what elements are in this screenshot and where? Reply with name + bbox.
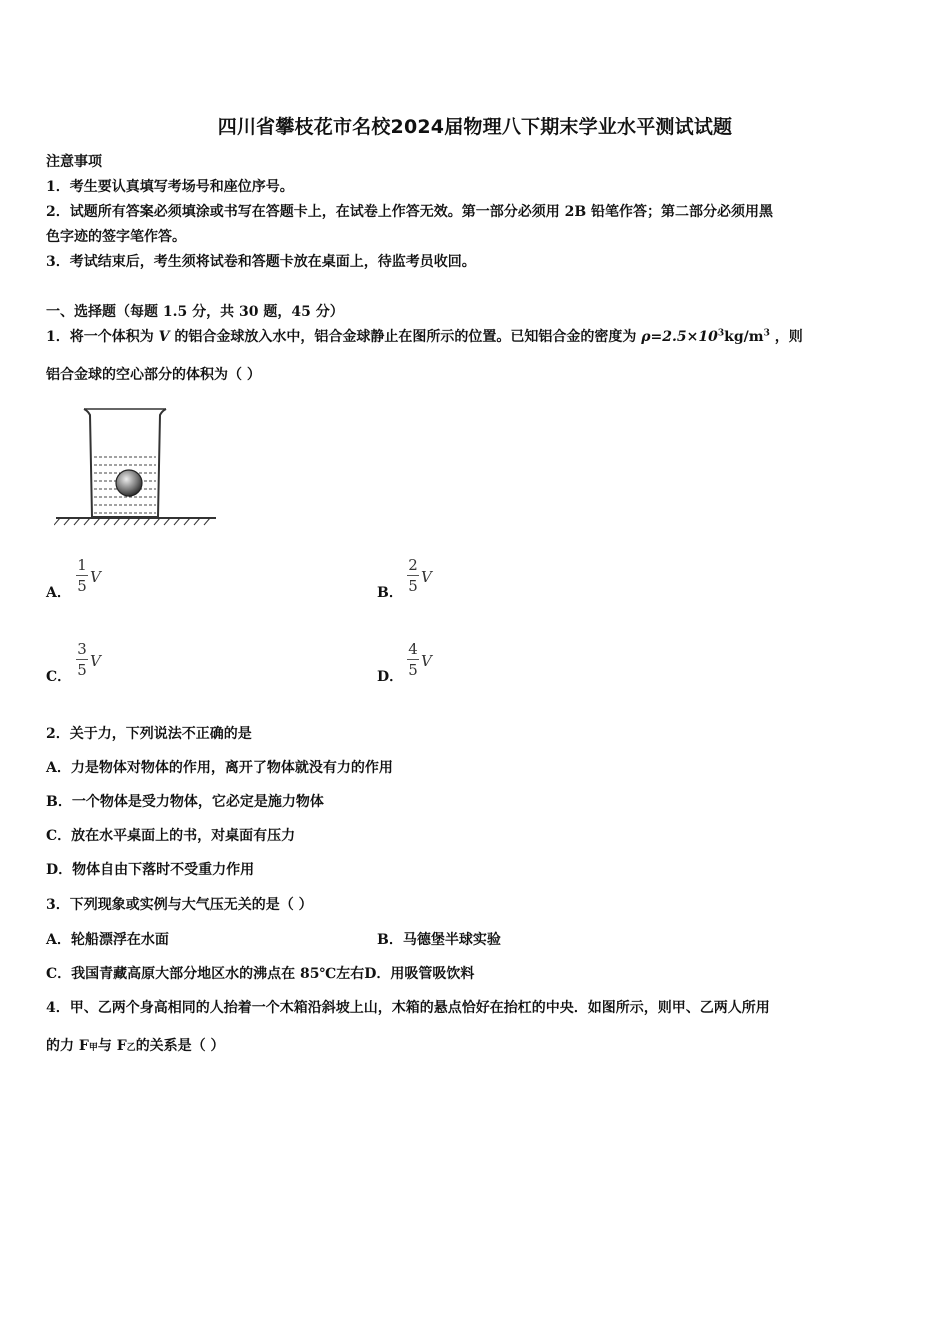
q4-text-c: 的关系是（ ） <box>135 1038 225 1054</box>
q4-stem-line1: 4．甲、乙两个身高相同的人抬着一个木箱沿斜坡上山，木箱的悬点恰好在抬杠的中央．如图所示，则甲、乙两人所用 <box>46 1000 770 1016</box>
q1-text-c: ，则 <box>774 329 803 345</box>
q1-option-b-fraction <box>407 556 419 595</box>
frac-num: 2 <box>408 556 418 574</box>
q1-stem-line2: 铝合金球的空心部分的体积为（ ） <box>46 367 261 383</box>
q2-option-b: B．一个物体是受力物体，它必定是施力物体 <box>46 794 324 810</box>
q4-sub-yi: 乙 <box>126 1043 136 1053</box>
q1-option-d-label: D． <box>377 669 404 685</box>
q1-stem-line1 <box>46 327 803 347</box>
q2-option-c: C．放在水平桌面上的书，对桌面有压力 <box>46 828 296 844</box>
notice-item-2-cont: 色字迹的签字笔作答。 <box>46 229 186 245</box>
page-title: 四川省攀枝花市名校2024届物理八下期末学业水平测试试题 <box>217 116 733 138</box>
q1-option-d-var: V <box>421 652 432 670</box>
q4-sub-jia: 甲 <box>88 1043 98 1053</box>
frac-num: 4 <box>408 640 418 658</box>
frac-bar <box>76 575 88 576</box>
q1-rho: ρ=2.5×10 <box>641 329 718 345</box>
frac-den: 5 <box>77 577 87 595</box>
notice-item-3: 3．考试结束后，考生须将试卷和答题卡放在桌面上，待监考员收回。 <box>46 254 476 270</box>
frac-bar <box>76 659 88 660</box>
q1-option-b-var: V <box>421 568 432 586</box>
frac-bar <box>407 659 419 660</box>
frac-den: 5 <box>408 661 418 679</box>
frac-bar <box>407 575 419 576</box>
frac-den: 5 <box>408 577 418 595</box>
q3-option-a: A．轮船漂浮在水面 <box>46 932 169 948</box>
q1-option-c-label: C． <box>46 669 72 685</box>
q1-unit-exp: 3 <box>763 328 770 339</box>
q4-text-b: 与 F <box>97 1038 127 1054</box>
q1-option-d-fraction <box>407 640 419 679</box>
q3-option-b: B．马德堡半球实验 <box>377 932 501 948</box>
section-heading: 一、选择题（每题 1.5 分，共 30 题，45 分） <box>46 304 344 320</box>
q4-stem-line2 <box>46 1036 225 1058</box>
notice-heading: 注意事项 <box>46 154 102 170</box>
q1-text-b: 的铝合金球放入水中，铝合金球静止在图所示的位置。已知铝合金的密度为 <box>174 329 637 345</box>
q1-text-a: 1．将一个体积为 <box>46 329 154 345</box>
q2-option-a: A．力是物体对物体的作用，离开了物体就没有力的作用 <box>46 760 393 776</box>
q1-option-a-fraction <box>76 556 88 595</box>
beaker-figure <box>54 405 218 527</box>
q1-var-v: V <box>158 329 170 345</box>
q1-option-b-label: B． <box>377 585 403 601</box>
frac-num: 3 <box>77 640 87 658</box>
q1-option-a-label: A． <box>46 585 71 601</box>
notice-item-2: 2．试题所有答案必须填涂或书写在答题卡上，在试卷上作答无效。第一部分必须用 2B 铅笔作答；第二部分必须用黑 <box>46 204 774 220</box>
frac-den: 5 <box>77 661 87 679</box>
q1-option-a-var: V <box>90 568 101 586</box>
q1-unit: kg/m <box>724 329 764 345</box>
notice-item-1: 1．考生要认真填写考场号和座位序号。 <box>46 179 294 195</box>
q4-text-a: 的力 F <box>46 1038 89 1054</box>
q1-option-c-fraction <box>76 640 88 679</box>
q1-option-c-var: V <box>90 652 101 670</box>
q3-stem: 3．下列现象或实例与大气压无关的是（ ） <box>46 897 313 913</box>
q2-stem: 2．关于力，下列说法不正确的是 <box>46 726 252 742</box>
q3-option-cd: C．我国青藏高原大部分地区水的沸点在 85℃左右D．用吸管吸饮料 <box>46 966 475 982</box>
frac-num: 1 <box>77 556 87 574</box>
q1-exp: 3 <box>717 328 725 339</box>
q2-option-d: D．物体自由下落时不受重力作用 <box>46 862 255 878</box>
